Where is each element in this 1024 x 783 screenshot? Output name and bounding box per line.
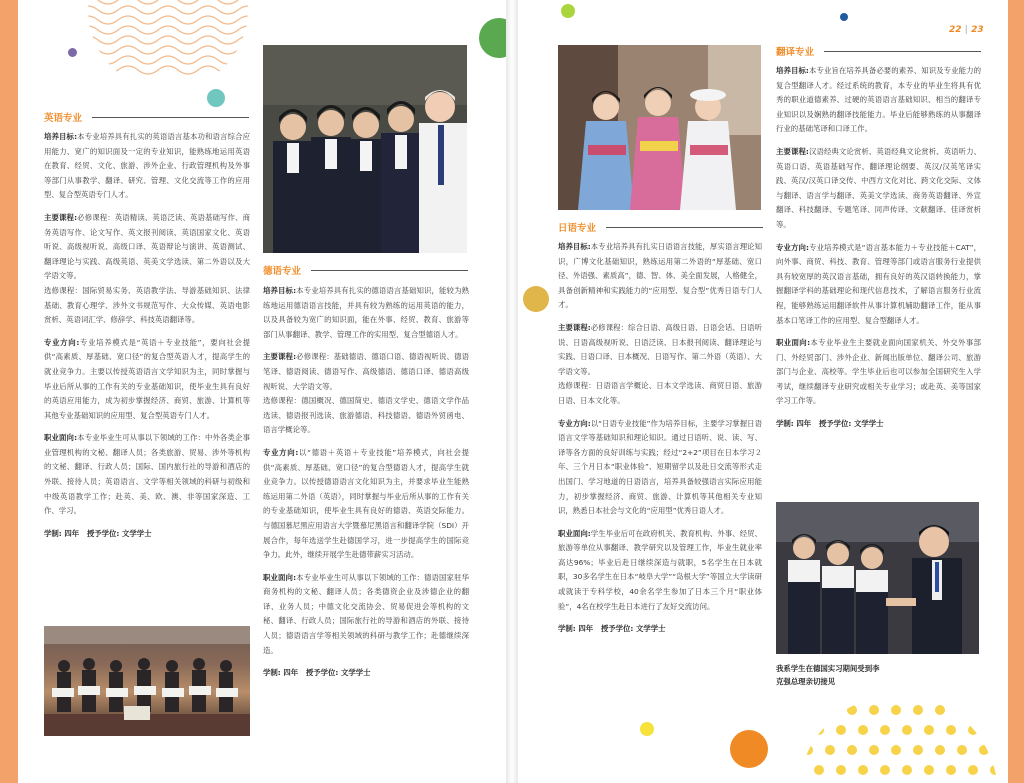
english-section-title bbox=[44, 110, 249, 124]
page-right bbox=[518, 0, 1008, 783]
japanese-career-text: 学生毕业后可在政府机关、教育机构、外事、经贸、旅游等单位从事翻译、教学研究以及管理工作，毕业生就业率高达96%；毕业后赴日继续深造与就职，5名学生在日本就职，30多名学生在日本“岐阜大学”“岛根大学”等国立大学读研或就读于专科学校，40余名学生参加了日本三个月“职业体验”，4名在校学生赴日本进行了友好交流访问。 bbox=[558, 528, 762, 611]
english-degree-label: 授予学位: bbox=[86, 528, 120, 538]
yellow-dot-decoration bbox=[640, 722, 654, 736]
japanese-column bbox=[558, 240, 762, 645]
german-goal-text: 本专业培养具有扎实的德语语言基础知识，能较为熟练地运用德语语言技能，并具有较为熟练的运用英语的能力，以及具备较为宽广的知识面，能在外事、经贸、教育、旅游等部门从事翻译、教学、管理工作的实用型、复合型德语人才。 bbox=[263, 286, 469, 339]
german-direction-paragraph bbox=[263, 446, 469, 563]
japanese-goal-paragraph bbox=[558, 240, 762, 313]
german-degree-label: 授予学位: bbox=[305, 668, 339, 678]
english-core-paragraph bbox=[44, 211, 250, 284]
german-core-label: 主要课程: bbox=[263, 352, 297, 362]
german-direction-label: 专业方向: bbox=[263, 447, 299, 457]
translation-core-text: 汉语经典文论赏析、英语经典文论赏析、英语听力、英语口语、英语基础写作、翻译理论纲要、英汉/汉英笔译实践、英汉/汉英口译交传、中西方文化对比、跨文化交际、文体与翻译、语言学与翻译、英美文学选读、商务英语翻译、外宣翻译、科技翻译、专题笔译、同声传译、文献翻译、佳译赏析等。 bbox=[776, 146, 981, 229]
translation-core-paragraph bbox=[776, 145, 981, 233]
english-elective-paragraph: 选修课程：国际贸易实务、英语教学法、导游基础知识、法律基础、教育心理学、涉外文书规范写作、大众传媒、英语电影赏析、英语词汇学、修辞学、科技英语翻译等。 bbox=[44, 285, 250, 325]
premier-meeting-photo bbox=[776, 502, 979, 654]
english-goal-text: 本专业培养具有扎实的英语语言基本功和语言综合应用能力、宽广的知识面及一定的专业知识，能熟练地运用英语在教育、经贸、文化、旅游、涉外企业、行政管理机构及外事等部门从事教学、翻译、研究、管理、文化交流等工作的应用型、复合型英语专门人才。 bbox=[44, 132, 250, 200]
orange-dot-decoration bbox=[730, 730, 768, 768]
page-number bbox=[949, 25, 984, 35]
german-direction-text: 以“德语＋英语＋专业技能”培养模式，向社会提供“高素质、厚基础、宽口径”的复合型德语人才，提高学生就业竞争力。以传授德语语言文化知识为主，并要求毕业生能熟练运用第二外语（英语），同时掌握与毕业后所从事的工作有关的专业基础知识，使毕业生具有良好的德语、英语交际能力。与德国慕尼黑应用语言大学暨慕尼黑语言和翻译学院（SDI）开展合作，每年选送学生赴德国学习，进一步提高学生的国际竞争力。此外，继续开展学生赴德带薪实习活动。 bbox=[263, 447, 469, 560]
translation-direction-label: 专业方向: bbox=[776, 242, 809, 252]
german-column bbox=[263, 284, 469, 689]
english-goal-paragraph bbox=[44, 130, 250, 203]
page-edge-left bbox=[0, 0, 18, 783]
german-title: 德语专业 bbox=[263, 266, 302, 277]
german-career-text: 本专业毕业生可从事以下领域的工作：德语国家驻华商务机构的文秘、翻译人员；各类德资企业及涉德企业的翻译、业务人员；中德文化交流协会、贸易促进会等机构的文秘、翻译、行政人员；国际旅行社的导游和酒店的外联、接待人员；德语语言学等相关领域的科研与教学工作；赴德继续深造。 bbox=[263, 572, 469, 655]
green-dot-decoration bbox=[479, 18, 506, 58]
german-career-label: 职业面向: bbox=[263, 572, 297, 582]
stripe-circle-decoration bbox=[78, 0, 258, 80]
translation-degree-line bbox=[776, 417, 981, 432]
english-direction-label: 专业方向: bbox=[44, 337, 80, 347]
german-core-paragraph bbox=[263, 350, 469, 394]
translation-core-label: 主要课程: bbox=[776, 146, 809, 156]
german-career-paragraph bbox=[263, 571, 469, 659]
german-section-title bbox=[263, 263, 468, 277]
japanese-group-photo bbox=[558, 45, 761, 210]
japanese-duration: 四年 bbox=[578, 624, 594, 634]
dotted-circle-decoration bbox=[788, 690, 1008, 783]
mustard-dot-decoration bbox=[523, 286, 549, 312]
japanese-title: 日语专业 bbox=[558, 223, 597, 234]
german-duration: 四年 bbox=[283, 668, 299, 678]
page-number-left: 22 bbox=[949, 25, 962, 35]
german-core-text: 必修课程：基础德语、德语口语、德语视听说、德语笔译、德语阅读、德语写作、高级德语、德语口译、德语高级视听说、大学语文等。 bbox=[263, 352, 469, 391]
english-direction-text: 专业培养模式是“英语＋专业技能”，要向社会提供“高素质、厚基础、宽口径”的复合型英语人才，提高学生的就业竞争力。主要以传授英语语言文学知识为主，同时掌握与毕业后所从事的工作有关的专业基础知识，使毕业生具有良好的英语应用能力，成为初步掌握经济、商贸、旅游、计算机等其他专业基础知识的应用型、复合型英语专门人才。 bbox=[44, 337, 250, 420]
japanese-goal-label: 培养目标: bbox=[558, 242, 591, 251]
english-career-label: 职业面向: bbox=[44, 433, 78, 443]
page-number-right: 23 bbox=[971, 25, 984, 35]
students-with-certificates-image bbox=[44, 626, 250, 736]
premier-greeting-students-image bbox=[776, 502, 979, 654]
translation-career-paragraph bbox=[776, 336, 981, 409]
japanese-core-text: 必修课程：综合日语、高级日语、日语会话、日语听说、日语高级视听说、日语泛读、日本报刊阅读、翻译理论与实践、日语口译、日本概况、日语写作、第二外语（英语）、大学语文等。 bbox=[558, 322, 762, 376]
japanese-direction-label: 专业方向: bbox=[558, 418, 591, 428]
japanese-direction-paragraph bbox=[558, 417, 762, 519]
german-degree: 文学学士 bbox=[340, 668, 371, 678]
german-group-photo bbox=[263, 45, 467, 253]
japanese-career-label: 职业面向: bbox=[558, 528, 591, 538]
english-title: 英语专业 bbox=[44, 113, 83, 124]
translation-degree-label: 授予学位: bbox=[818, 419, 852, 429]
japanese-degree-line bbox=[558, 622, 762, 637]
english-career-paragraph bbox=[44, 431, 250, 519]
translation-duration-label: 学制: bbox=[776, 419, 794, 429]
divider bbox=[92, 117, 249, 118]
english-duration-label: 学制: bbox=[44, 528, 62, 538]
translation-goal-label: 培养目标: bbox=[776, 66, 809, 75]
divider bbox=[311, 270, 468, 271]
translation-direction-paragraph bbox=[776, 241, 981, 329]
english-core-label: 主要课程: bbox=[44, 212, 78, 222]
translation-degree: 文学学士 bbox=[853, 419, 884, 429]
translation-title: 翻译专业 bbox=[776, 47, 815, 58]
japanese-core-paragraph bbox=[558, 321, 762, 379]
teal-dot-decoration bbox=[207, 89, 225, 107]
japanese-duration-label: 学制: bbox=[558, 624, 576, 634]
english-column bbox=[44, 130, 250, 549]
english-goal-label: 培养目标: bbox=[44, 132, 78, 141]
english-degree-line bbox=[44, 527, 250, 542]
translation-career-label: 职业面向: bbox=[776, 338, 811, 348]
english-group-photo bbox=[44, 626, 250, 736]
translation-goal-text: 本专业旨在培养具备必要的素养、知识及专业能力的复合型翻译人才。经过系统的教育，本专业的毕业生将具有优秀的职业道德素养、过硬的英语语言基础知识、相当的翻译专业知识以及娴熟的翻译技能能力。毕业后能够熟练的从事翻译行业的基础笔译和口译工作。 bbox=[776, 66, 981, 134]
translation-column bbox=[776, 64, 981, 440]
page-edge-right bbox=[1008, 0, 1024, 783]
photo-caption bbox=[776, 662, 980, 688]
english-career-text: 本专业毕业生可从事以下领域的工作：中外各类企事业管理机构的文秘、翻译人员；各类旅游、贸易、涉外等机构的文秘、翻译、行政人员；国际、国内旅行社的导游和酒店的外联、接待人员；英语语言、文学等相关领域的科研与初级和中级英语教学工作；赴英、美、欧、澳、非等国家深造、工作、学习。 bbox=[44, 433, 250, 516]
japanese-degree-label: 授予学位: bbox=[600, 624, 634, 634]
german-goal-paragraph bbox=[263, 284, 469, 342]
english-duration: 四年 bbox=[64, 528, 80, 538]
navy-dot-decoration bbox=[840, 13, 848, 21]
japanese-section-title bbox=[558, 220, 763, 234]
japanese-career-paragraph bbox=[558, 527, 762, 615]
translation-goal-paragraph bbox=[776, 64, 981, 137]
japanese-core-label: 主要课程: bbox=[558, 322, 591, 332]
caption-line-1: 我系学生在德国实习期间受到李 bbox=[776, 664, 880, 673]
english-core-text: 必修课程：英语精读、英语泛读、英语基础写作、商务英语写作、论文写作、英文报刊阅读、英语国家文化、英语听说、高级视听说、高级口译、英语辩论与演讲、英语测试、翻译理论与实践、高级英语、英美文学选读、第二外语以及大学语文等。 bbox=[44, 212, 250, 281]
german-duration-label: 学制: bbox=[263, 668, 281, 678]
japanese-degree: 文学学士 bbox=[635, 624, 666, 634]
students-with-professor-image bbox=[263, 45, 467, 253]
spine-gutter bbox=[506, 0, 518, 783]
german-goal-label: 培养目标: bbox=[263, 286, 297, 295]
translation-section-title bbox=[776, 44, 981, 58]
english-degree: 文学学士 bbox=[121, 528, 152, 538]
german-elective-paragraph: 选修课程：德国概况、德国简史、德语文学史、德语文学作品选读、德语报刊选读、旅游德语、科技德语、德语外贸函电、语言学概论等。 bbox=[263, 396, 469, 435]
translation-direction-text: 专业培养模式是“语言基本能力＋专业技能＋CAT”，向外事、商贸、科技、教育、管理等部门或语言服务行业提供具有较宽厚的英汉语言基础，拥有良好的英汉语转换能力，掌握翻译学科的基础理论和现代信息技术，了解语言服务行业流程，能够熟练运用翻译软件从事计算机辅助翻译工作，能从事基本口笔译工作的应用型、复合型翻译人才。 bbox=[776, 242, 981, 325]
japanese-direction-text: 以“日语专业技能”作为培养目标，主要学习掌握日语语言文学等基础知识和理论知识。通过日语听、说、读、写、译等各方面的良好训练与实践；经过“2+2”项目在日本学习２年、三个月日本“职业体验”、短期留学以及赴日交流等形式走出国门、学习地道的日语语言，培养具备较强语言实际应用能力，初步掌握经济、商贸、旅游、计算机等其他相关专业知识，熟悉日本社会与文化的“应用型”优秀日语人才。 bbox=[558, 418, 762, 516]
japanese-elective-paragraph: 选修课程：日语语言学概论、日本文学选读、商贸日语、旅游日语、日本文化等。 bbox=[558, 381, 762, 405]
purple-dot-decoration bbox=[68, 48, 77, 57]
page-number-separator: | bbox=[964, 25, 968, 35]
students-in-kimono-image bbox=[558, 45, 761, 210]
caption-line-2: 克强总理亲切接见 bbox=[776, 677, 836, 686]
page-left bbox=[18, 0, 506, 783]
divider bbox=[824, 51, 981, 52]
english-direction-paragraph bbox=[44, 336, 250, 424]
translation-career-text: 本专业毕业生主要就业面向国家机关、外交外事部门、外经贸部门、涉外企业、新闻出版单位、翻译公司、旅游部门与企业、高校等。学生毕业后也可以参加全国研究生入学考试，继续翻译专业研究或相关专业学习；或赴英、美等国家学习工作等。 bbox=[776, 338, 981, 406]
translation-duration: 四年 bbox=[796, 419, 812, 429]
japanese-goal-text: 本专业培养具有扎实日语语言技能，厚实语言理论知识，广博文化基础知识，熟练运用第二外语的“厚基础、宽口径、外语强、素质高”，德、智、体、美全面发展，人格健全，具备创新精神和实践能力的“应用型、复合型”优秀日语专门人才。 bbox=[558, 242, 762, 310]
german-degree-line bbox=[263, 666, 469, 681]
lime-dot-decoration bbox=[561, 4, 575, 18]
divider bbox=[606, 227, 763, 228]
